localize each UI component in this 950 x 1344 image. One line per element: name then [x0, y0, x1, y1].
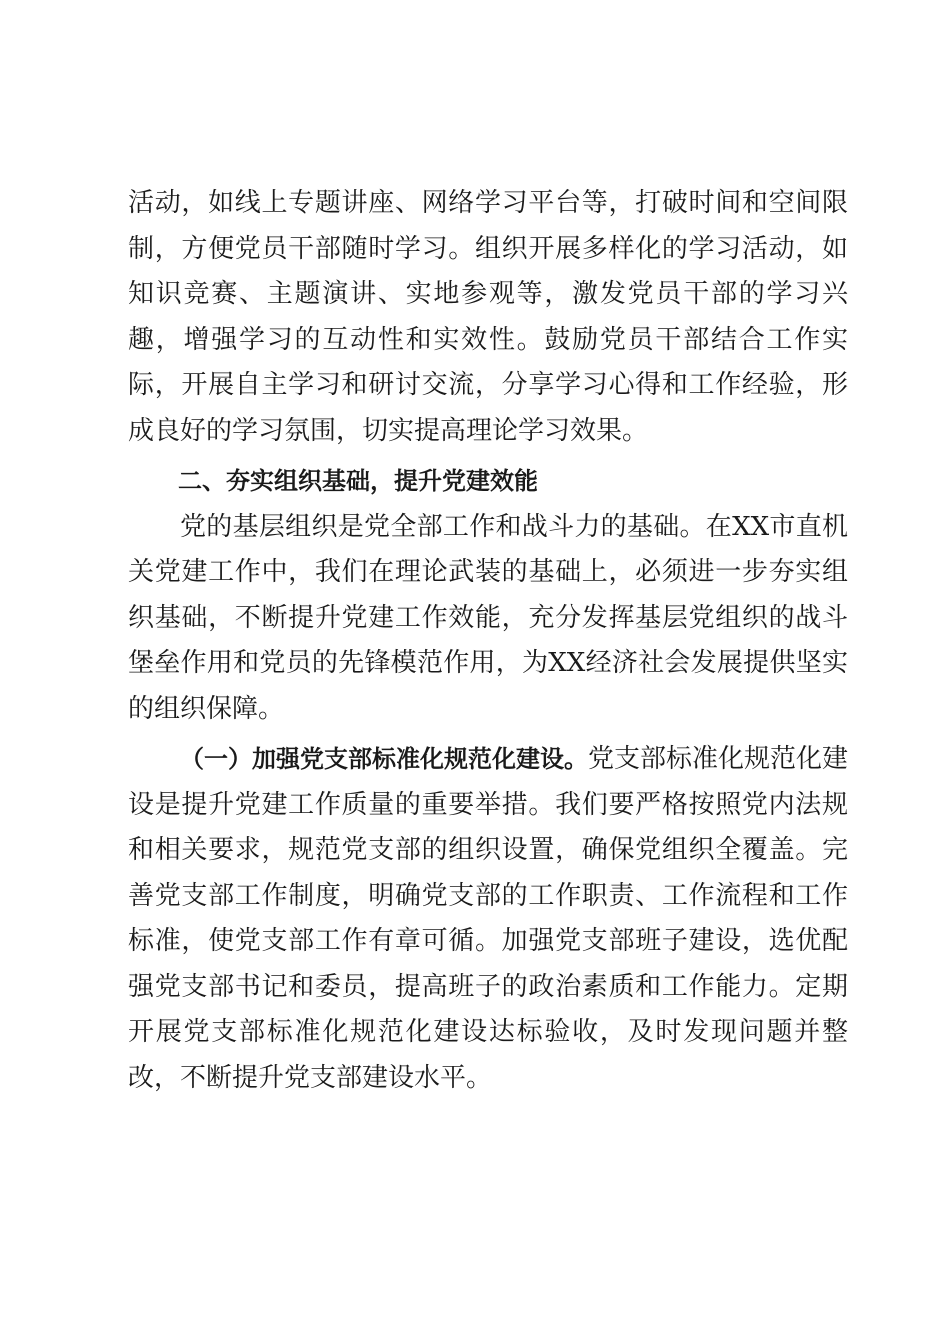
paragraph-continued: 活动，如线上专题讲座、网络学习平台等，打破时间和空间限制，方便党员干部随时学习。组织开展多样化的学习活动，如知识竞赛、主题演讲、实地参观等，激发党员干部的学习兴趣，增强学习的互动性和实效性。鼓励党员干部结合工作实际，开展自主学习和研讨交流，分享学习心得和工作经验，形成良好的学习氛围，切实提高理论学习效果。 — [128, 188, 848, 446]
paragraph-branch-standardization — [128, 737, 848, 1101]
document-body — [128, 181, 848, 1101]
subsection-lead: （一）加强党支部标准化规范化建设。 — [180, 745, 588, 773]
paragraph-organization-foundation: 党的基层组织是党全部工作和战斗力的基础。在XX市直机关党建工作中，我们在理论武装的基础上，必须进一步夯实组织基础，不断提升党建工作效能，充分发挥基层党组织的战斗堡垒作用和党员的先锋模范作用，为XX经济社会发展提供坚实的组织保障。 — [128, 511, 848, 724]
paragraph-body: 党支部标准化规范化建设是提升党建工作质量的重要举措。我们要严格按照党内法规和相关要求，规范党支部的组织设置，确保党组织全覆盖。完善党支部工作制度，明确党支部的工作职责、工作流程和工作标准，使党支部工作有章可循。加强党支部班子建设，选优配强党支部书记和委员，提高班子的政治素质和工作能力。定期开展党支部标准化规范化建设达标验收，及时发现问题并整改，不断提升党支部建设水平。 — [128, 744, 849, 1093]
section-heading: 二、夯实组织基础，提升党建效能 — [178, 467, 538, 495]
